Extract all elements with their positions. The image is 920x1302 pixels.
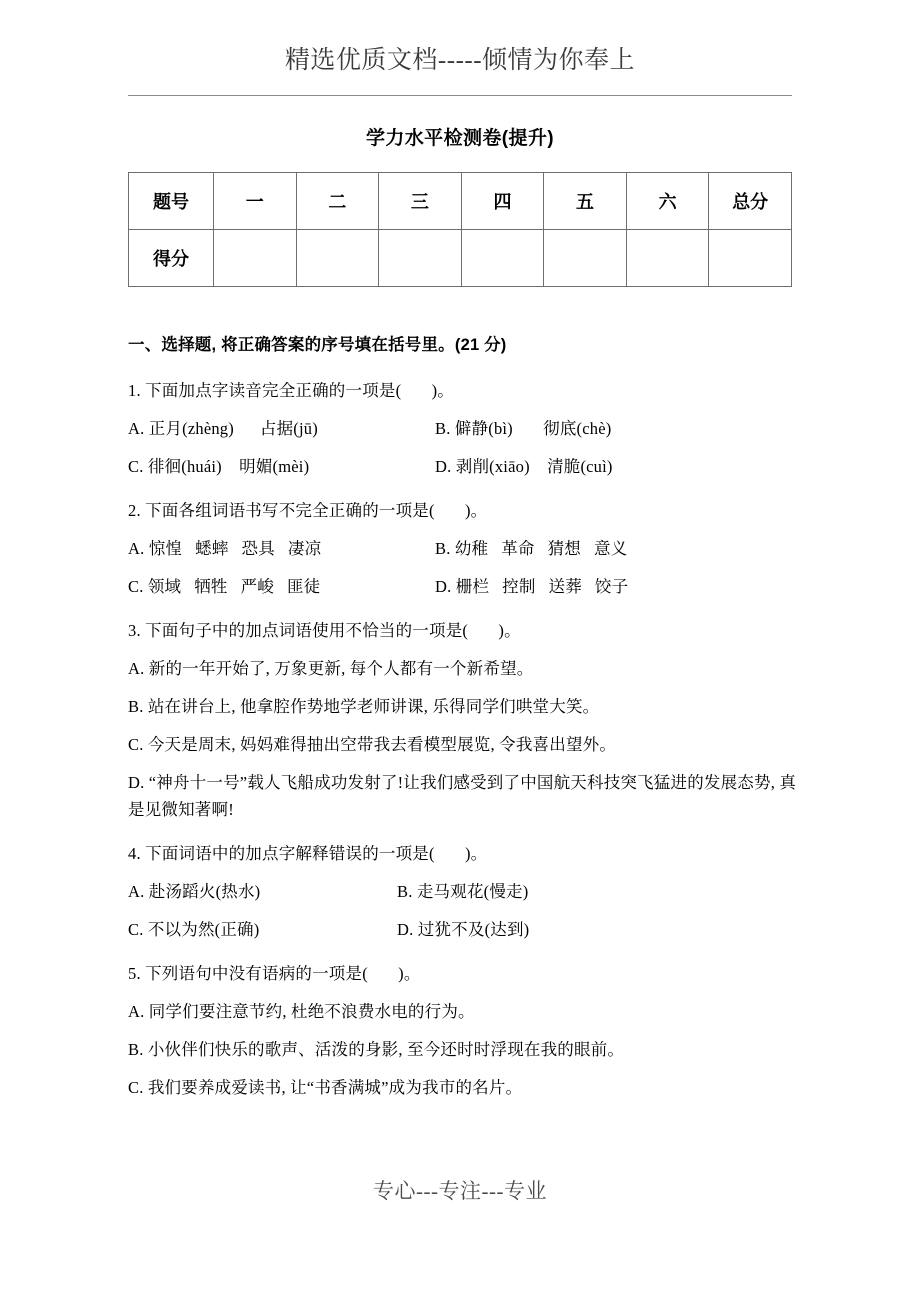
option-d[interactable]: D. 过犹不及(达到): [397, 920, 530, 939]
question-3: [128, 617, 804, 823]
option-c[interactable]: C. 今天是周末, 妈妈难得抽出空带我去看模型展览, 令我喜出望外。: [128, 735, 617, 754]
score-table-cell: 五: [544, 173, 627, 230]
question-stem: 5. 下列语句中没有语病的一项是( )。: [128, 964, 421, 983]
score-table-row-label: 题号: [129, 173, 214, 230]
exam-content: [128, 333, 804, 1109]
option-row: [128, 415, 804, 442]
score-table-row-label: 得分: [129, 230, 214, 287]
score-table-cell: 六: [626, 173, 709, 230]
option-c[interactable]: C. 不以为然(正确): [128, 920, 260, 939]
score-table-cell: 四: [461, 173, 544, 230]
score-table-cell: 一: [214, 173, 297, 230]
question-2: [128, 497, 804, 600]
option-c[interactable]: C. 领域 牺牲 严峻 匪徒: [128, 577, 321, 596]
score-entry-cell[interactable]: [214, 230, 297, 287]
option-b[interactable]: B. 站在讲台上, 他拿腔作势地学老师讲课, 乐得同学们哄堂大笑。: [128, 697, 600, 716]
footer-slogan-text: 专心---专注---专业: [373, 1179, 547, 1203]
score-table: [128, 172, 792, 287]
question-spacer: [128, 608, 804, 617]
document-header: [128, 44, 792, 78]
option-d[interactable]: D. “神舟十一号”载人飞船成功发射了!让我们感受到了中国航天科技突飞猛进的发展态势, 真是见微知著啊!: [128, 773, 797, 819]
table-row: [129, 230, 792, 287]
question-stem: 3. 下面句子中的加点词语使用不恰当的一项是( )。: [128, 621, 521, 640]
header-watermark-text: 精选优质文档-----倾情为你奉上: [284, 47, 636, 74]
option-b[interactable]: B. 走马观花(慢走): [397, 882, 529, 901]
question-spacer: [128, 488, 804, 497]
score-entry-cell[interactable]: [544, 230, 627, 287]
option-a[interactable]: A. 赴汤蹈火(热水): [128, 882, 261, 901]
question-1: [128, 377, 804, 480]
table-row: [129, 173, 792, 230]
score-table-cell: 二: [296, 173, 379, 230]
question-stem: 1. 下面加点字读音完全正确的一项是( )。: [128, 381, 454, 400]
option-a[interactable]: A. 同学们要注意节约, 杜绝不浪费水电的行为。: [128, 1002, 475, 1021]
question-5: [128, 960, 804, 1101]
score-table-body: [129, 173, 792, 287]
option-a[interactable]: A. 惊惶 蟋蟀 恐具 凄凉: [128, 539, 322, 558]
score-table-cell: 总分: [709, 173, 792, 230]
option-b[interactable]: B. 小伙伴们快乐的歌声、活泼的身影, 至今还时时浮现在我的眼前。: [128, 1040, 625, 1059]
option-c[interactable]: C. 我们要养成爱读书, 让“书香满城”成为我市的名片。: [128, 1078, 523, 1097]
option-b[interactable]: B. 幼稚 革命 猜想 意义: [435, 539, 628, 558]
score-entry-cell[interactable]: [626, 230, 709, 287]
score-entry-cell[interactable]: [379, 230, 462, 287]
header-divider-rule: [128, 95, 792, 96]
option-row: [128, 573, 804, 600]
question-spacer: [128, 951, 804, 960]
score-entry-cell[interactable]: [461, 230, 544, 287]
option-row: [128, 916, 804, 943]
option-row: [128, 453, 804, 480]
score-table-cell: 三: [379, 173, 462, 230]
document-footer: [0, 1176, 920, 1206]
option-row: [128, 878, 804, 905]
option-c[interactable]: C. 徘徊(huái) 明媚(mèi): [128, 457, 310, 476]
score-entry-cell[interactable]: [296, 230, 379, 287]
option-a[interactable]: A. 正月(zhèng) 占据(jū): [128, 419, 318, 438]
question-stem: 4. 下面词语中的加点字解释错误的一项是( )。: [128, 844, 488, 863]
option-d[interactable]: D. 剥削(xiāo) 清脆(cuì): [435, 457, 613, 476]
section-heading: 一、选择题, 将正确答案的序号填在括号里。(21 分): [128, 336, 507, 354]
page-title: 学力水平检测卷(提升): [365, 128, 555, 149]
question-stem: 2. 下面各组词语书写不完全正确的一项是( )。: [128, 501, 488, 520]
option-row: [128, 535, 804, 562]
option-d[interactable]: D. 栅栏 控制 送葬 饺子: [435, 577, 629, 596]
question-spacer: [128, 831, 804, 840]
score-entry-cell[interactable]: [709, 230, 792, 287]
option-b[interactable]: B. 僻静(bì) 彻底(chè): [435, 419, 612, 438]
option-a[interactable]: A. 新的一年开始了, 万象更新, 每个人都有一个新希望。: [128, 659, 534, 678]
question-4: [128, 840, 804, 943]
